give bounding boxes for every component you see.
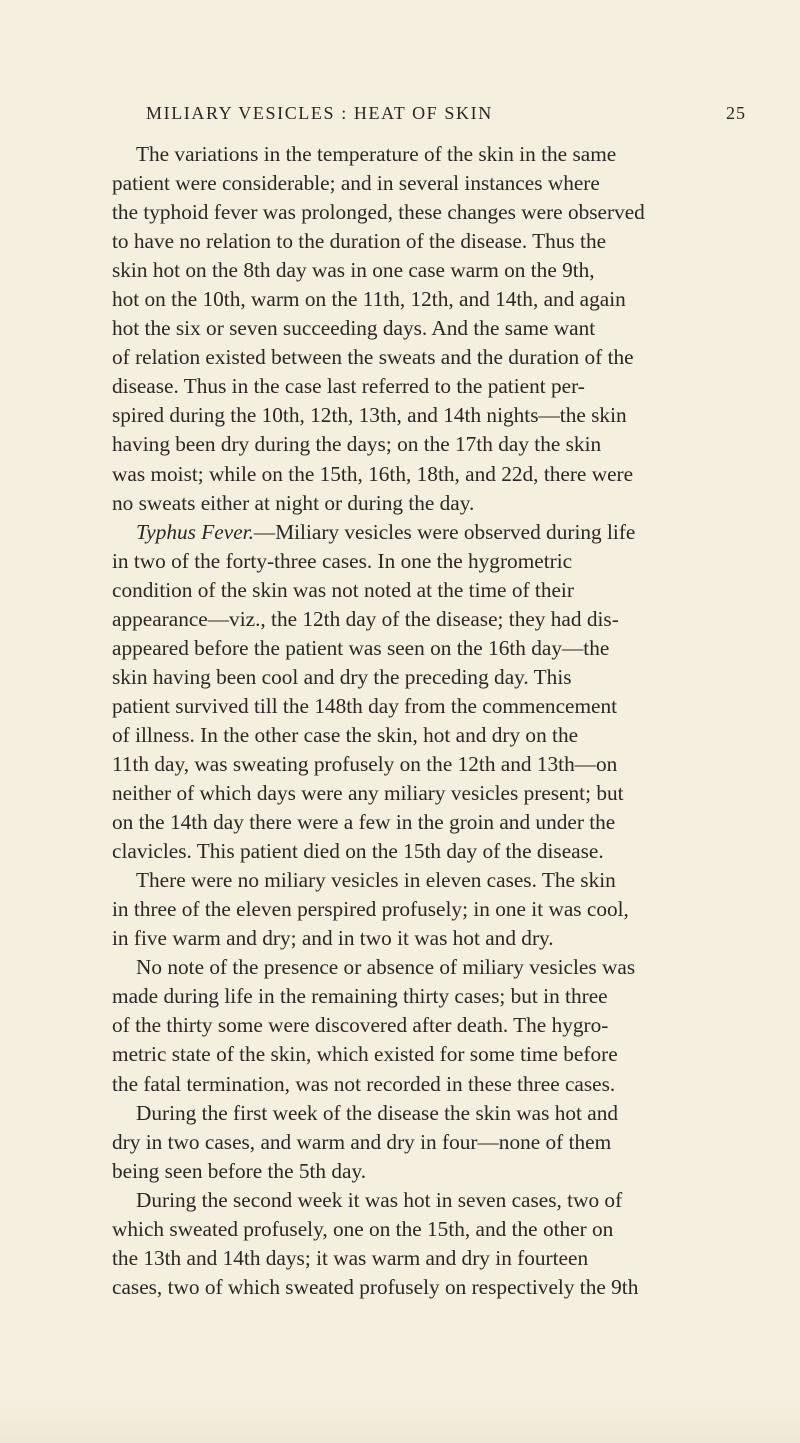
- text-line: appeared before the patient was seen on the 16th day—the: [112, 635, 610, 660]
- text-line: to have no relation to the duration of the disease. Thus the: [112, 229, 607, 254]
- text-line: patient were considerable; and in several instances where: [112, 171, 600, 196]
- text-line: There were no miliary vesicles in eleven cases. The skin: [136, 868, 616, 893]
- text-line: in five warm and dry; and in two it was hot and dry.: [112, 926, 554, 951]
- body-text: [112, 140, 752, 1302]
- text-line: disease. Thus in the case last referred to the patient per-: [112, 374, 585, 399]
- text-line: spired during the 10th, 12th, 13th, and 14th nights—the skin: [112, 403, 627, 428]
- text-line: 11th day, was sweating profusely on the 12th and 13th—on: [112, 751, 618, 776]
- text-line: of relation existed between the sweats and the duration of the: [112, 345, 634, 370]
- text-line: in three of the eleven perspired profusely; in one it was cool,: [112, 897, 629, 922]
- text-line: was moist; while on the 15th, 16th, 18th, and 22d, there were: [112, 461, 634, 486]
- text-line: no sweats either at night or during the day.: [112, 490, 475, 515]
- text-line: No note of the presence or absence of miliary vesicles was: [136, 955, 636, 980]
- text-line: metric state of the skin, which existed for some time before: [112, 1042, 618, 1067]
- text-line: which sweated profusely, one on the 15th, and the other on: [112, 1216, 614, 1241]
- text-line: condition of the skin was not noted at the time of their: [112, 577, 574, 602]
- text-line: hot on the 10th, warm on the 11th, 12th, and 14th, and again: [112, 287, 626, 312]
- page-number: 25: [726, 103, 746, 123]
- text-line: the 13th and 14th days; it was warm and dry in fourteen: [112, 1245, 589, 1270]
- section-heading-typhus: Typhus Fever.: [136, 519, 254, 544]
- text-line: clavicles. This patient died on the 15th day of the disease.: [112, 839, 604, 864]
- text-fragment: —Miliary vesicles were observed during life: [253, 519, 636, 544]
- text-line: of illness. In the other case the skin, hot and dry on the: [112, 722, 579, 747]
- text-line: skin having been cool and dry the preceding day. This: [112, 664, 572, 689]
- text-line: During the second week it was hot in seven cases, two of: [136, 1187, 623, 1212]
- text-line: being seen before the 5th day.: [112, 1158, 367, 1183]
- text-line: the fatal termination, was not recorded in these three cases.: [112, 1071, 616, 1096]
- text-line: patient survived till the 148th day from the commencement: [112, 693, 618, 718]
- text-line: appearance—viz., the 12th day of the disease; they had dis-: [112, 606, 619, 631]
- running-title: MILIARY VESICLES : HEAT OF SKIN: [146, 103, 493, 123]
- text-line: the typhoid fever was prolonged, these changes were observed: [112, 200, 645, 225]
- text-line: made during life in the remaining thirty cases; but in three: [112, 984, 608, 1009]
- text-line: cases, two of which sweated profusely on respectively the 9th: [112, 1274, 639, 1299]
- text-line: in two of the forty-three cases. In one the hygrometric: [112, 548, 573, 573]
- text-line: During the first week of the disease the skin was hot and: [136, 1100, 619, 1125]
- text-line: skin hot on the 8th day was in one case warm on the 9th,: [112, 258, 595, 283]
- text-line: The variations in the temperature of the skin in the same: [136, 142, 617, 166]
- text-line: hot the six or seven succeeding days. And the same want: [112, 316, 596, 341]
- text-line: [112, 518, 752, 547]
- text-line: having been dry during the days; on the 17th day the skin: [112, 432, 602, 457]
- text-line: neither of which days were any miliary vesicles present; but: [112, 781, 624, 806]
- text-line: dry in two cases, and warm and dry in four—none of them: [112, 1129, 612, 1154]
- text-line: of the thirty some were discovered after death. The hygro-: [112, 1013, 609, 1038]
- running-head: [146, 103, 746, 129]
- text-line: on the 14th day there were a few in the groin and under the: [112, 810, 616, 835]
- page-bottom-edge: [0, 1403, 800, 1443]
